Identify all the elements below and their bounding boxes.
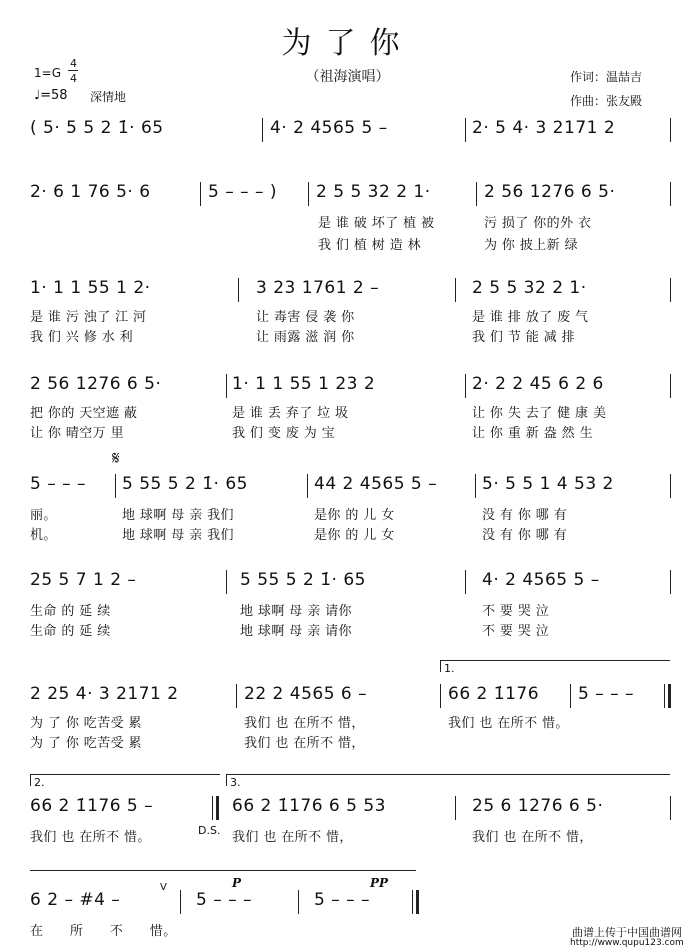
barline-thin: [212, 796, 213, 820]
measure: 5 55 5 2 1̇· 65: [122, 474, 248, 494]
lyric-verse-2: 机。: [30, 528, 57, 543]
repeat-barline-thick: [668, 684, 671, 708]
lyric-verse-1: 让 毒害 侵 袭 你: [256, 310, 355, 325]
measure: 4· 2 4565 5 –: [482, 570, 600, 590]
lyric-verse-1: 地 球啊 母 亲 我们: [122, 508, 234, 523]
lyric-verse-2: 为 了 你 吃苦受 累: [30, 736, 142, 751]
time-signature-top: 4: [70, 57, 77, 70]
barline: [307, 474, 308, 498]
lyric-verse-2: 我们 也 在所不 惜，: [244, 736, 365, 751]
lyric-verse-2: 地 球啊 母 亲 请你: [240, 624, 352, 639]
volta-bracket-edge: [30, 774, 31, 786]
barline: [236, 684, 237, 708]
measure: 6 2 – #4 –: [30, 890, 121, 910]
lyric-verse-2: 我 们 节 能 减 排: [472, 330, 576, 345]
time-signature-line: [68, 70, 78, 71]
barline: [670, 278, 671, 302]
barline: [226, 374, 227, 398]
volta-bracket-3: [226, 774, 670, 775]
lyric-verse-1: 把 你的 天空遮 蔽: [30, 406, 138, 421]
volta-bracket-1: [440, 660, 670, 661]
barline: [200, 182, 201, 206]
lyric-verse-1: 不 要 哭 泣: [482, 604, 550, 619]
lyric-verse-1: 我们 也 在所不 惜。: [448, 716, 569, 731]
volta-3-label: 3.: [230, 776, 241, 789]
final-barline-thick: [416, 890, 419, 914]
lyric-verse-1: 我们 也 在所不 惜，: [244, 716, 365, 731]
measure: 5 – – –: [314, 890, 371, 910]
volta-bracket-2: [30, 774, 220, 775]
measure: 25 6 1276 6 5·: [472, 796, 604, 816]
measure: 2 5 5 32 2 1·: [472, 278, 587, 298]
volta-2-label: 2.: [34, 776, 45, 789]
measure: 2· 2 2 45 6 2 6: [472, 374, 604, 394]
measure: 66 2 1̇176: [448, 684, 540, 704]
lyric-verse-1: 为 了 你 吃苦受 累: [30, 716, 142, 731]
lyric-verse-1: 地 球啊 母 亲 请你: [240, 604, 352, 619]
lyric-verse-2: 让 雨露 滋 润 你: [256, 330, 355, 345]
measure: 4· 2 4565 5 –: [270, 118, 388, 138]
volta-1-label: 1.: [444, 662, 455, 675]
repeat-barline-thin: [664, 684, 665, 708]
lyric-verse-1: 我们 也 在所不 惜，: [232, 830, 353, 845]
lyric-verse-2: 不 要 哭 泣: [482, 624, 550, 639]
lyric-verse-1: 在 所 不 惜。: [30, 924, 177, 939]
measure: 2· 5 4· 3 2171 2: [472, 118, 616, 138]
measure: 66 2 1̇176 5 –: [30, 796, 154, 816]
time-signature-bottom: 4: [70, 72, 77, 85]
lyric-verse-2: 为 你 披上新 绿: [484, 238, 578, 253]
lyric-verse-1: 是 谁 丢 弃了 垃 圾: [232, 406, 349, 421]
barline: [570, 684, 571, 708]
barline-thick: [216, 796, 219, 820]
barline: [465, 374, 466, 398]
lyric-verse-1: 让 你 失 去了 健 康 美: [472, 406, 607, 421]
lyric-verse-1: 是 谁 污 浊了 江 河: [30, 310, 147, 325]
lyric-verse-1: 我们 也 在所不 惜，: [472, 830, 593, 845]
measure: ( 5· 5 5 2 1̇· 65: [30, 118, 164, 138]
measure: 5 – – –: [578, 684, 635, 704]
lyric-verse-1: 生命 的 延 续: [30, 604, 111, 619]
barline: [670, 570, 671, 594]
lyric-verse-2: 我 们 兴 修 水 利: [30, 330, 134, 345]
composer-credit: 作曲：张友殿: [570, 94, 643, 108]
performer-subtitle: （祖海演唱）: [305, 69, 390, 85]
barline: [455, 278, 456, 302]
measure: 22 2 4565 6 –: [244, 684, 368, 704]
measure: 1· 1 1 55 1 23 2: [232, 374, 376, 394]
measure: 5 – – – ): [208, 182, 278, 202]
measure: 25 5 7 1 2 –: [30, 570, 137, 590]
lyric-verse-2: 让 你 重 新 盎 然 生: [472, 426, 593, 441]
barline: [670, 118, 671, 142]
barline: [262, 118, 263, 142]
lyric-verse-2: 地 球啊 母 亲 我们: [122, 528, 234, 543]
measure: 5· 5 5 1 4 53 2: [482, 474, 614, 494]
measure: 1· 1 1 55 1 2·: [30, 278, 151, 298]
source-watermark: 曲谱上传于中国曲谱网: [572, 926, 682, 939]
expression-marking: 深情地: [90, 90, 127, 104]
lyric-verse-2: 让 你 晴空万 里: [30, 426, 124, 441]
lyric-verse-1: 没 有 你 哪 有: [482, 508, 568, 523]
key-signature: 1=G: [34, 66, 61, 80]
dal-segno-mark: D.S.: [198, 824, 221, 837]
dynamic-piano: P: [232, 876, 242, 890]
lyric-verse-2: 没 有 你 哪 有: [482, 528, 568, 543]
barline: [475, 474, 476, 498]
measure: 5 55 5 2 1̇· 65: [240, 570, 366, 590]
barline: [670, 474, 671, 498]
barline: [308, 182, 309, 206]
tie-line: [30, 870, 416, 871]
barline: [226, 570, 227, 594]
barline: [465, 570, 466, 594]
lyric-verse-2: 我 们 变 废 为 宝: [232, 426, 336, 441]
measure: 66 2 1̇176 6 5 53: [232, 796, 386, 816]
page-title: 为了你: [281, 26, 414, 61]
lyric-verse-1: 是 谁 排 放了 废 气: [472, 310, 589, 325]
measure: 2· 6 1 76 5· 6: [30, 182, 151, 202]
barline: [180, 890, 181, 914]
final-barline-thin: [412, 890, 413, 914]
barline: [670, 182, 671, 206]
segno-sign: 𝄋: [112, 448, 120, 469]
lyric-verse-2: 生命 的 延 续: [30, 624, 111, 639]
measure: 2 25 4· 3 2171 2: [30, 684, 179, 704]
tempo-marking: ♩=58: [34, 88, 68, 103]
barline: [455, 796, 456, 820]
measure: 44 2 4565 5 –: [314, 474, 438, 494]
source-url: http://www.qupu123.com: [570, 938, 684, 948]
lyric-verse-1: 是 谁 破 坏了 植 被: [318, 216, 435, 231]
measure: 3 23 1761 2 –: [256, 278, 380, 298]
lyric-verse-1: 是你 的 儿 女: [314, 508, 395, 523]
lyric-verse-2: 我 们 植 树 造 林: [318, 238, 422, 253]
breath-mark: V: [160, 882, 167, 893]
barline: [298, 890, 299, 914]
measure: 2 5 5 32 2 1·: [316, 182, 431, 202]
barline: [670, 374, 671, 398]
lyric-verse-1: 污 损了 你的外 衣: [484, 216, 592, 231]
lyric-verse-1: 丽。: [30, 508, 57, 523]
volta-bracket-edge: [440, 660, 441, 672]
measure: 5 – – –: [30, 474, 87, 494]
barline: [465, 118, 466, 142]
barline: [238, 278, 239, 302]
barline: [115, 474, 116, 498]
measure: 2 56 1276 6 5·: [484, 182, 616, 202]
volta-bracket-edge: [226, 774, 227, 786]
barline: [440, 684, 441, 708]
measure: 2 56 1276 6 5·: [30, 374, 162, 394]
measure: 5 – – –: [196, 890, 253, 910]
lyric-verse-2: 是你 的 儿 女: [314, 528, 395, 543]
barline: [476, 182, 477, 206]
lyricist-credit: 作词：温喆吉: [570, 70, 643, 84]
barline: [670, 796, 671, 820]
dynamic-pianissimo: PP: [370, 876, 389, 890]
lyric-verse-1: 我们 也 在所不 惜。: [30, 830, 151, 845]
